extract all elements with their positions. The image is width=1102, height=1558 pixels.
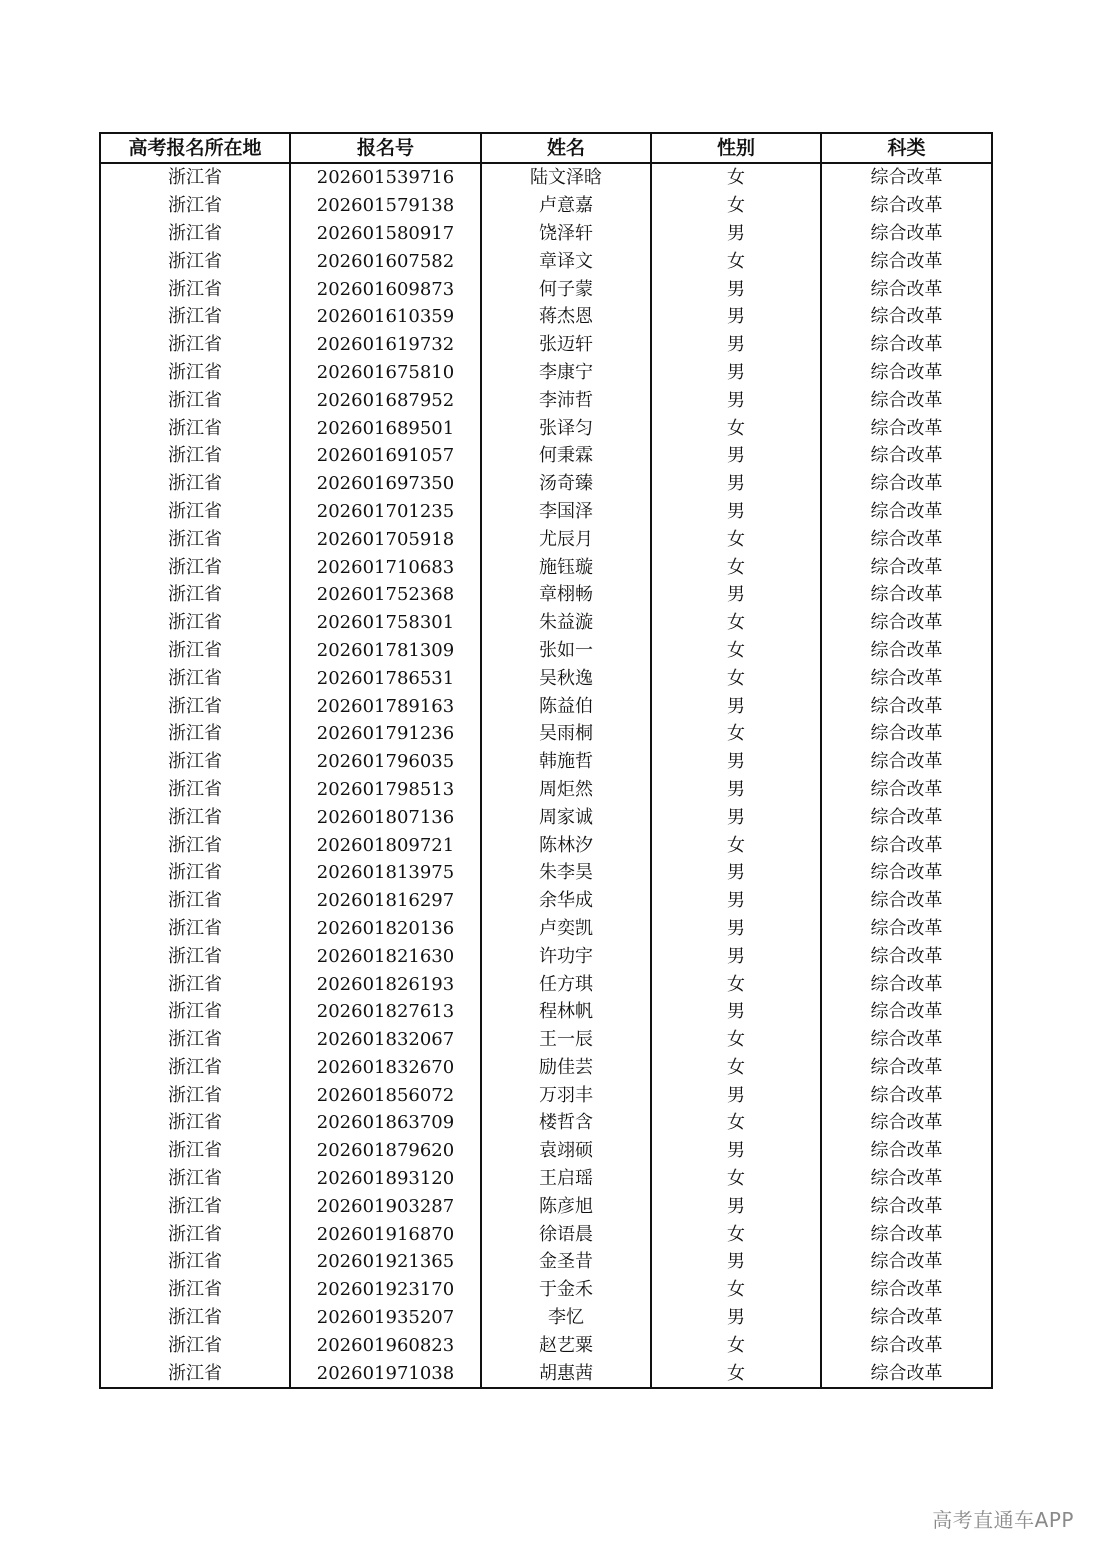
cell-registration-number: 202601893120 [290, 1165, 481, 1193]
cell-gender: 女 [651, 970, 821, 998]
table-row [100, 414, 992, 442]
cell-registration-number: 202601807136 [290, 803, 481, 831]
cell-category: 综合改革 [821, 1165, 992, 1193]
cell-region: 浙江省 [100, 776, 290, 804]
table-row [100, 525, 992, 553]
cell-registration-number: 202601903287 [290, 1192, 481, 1220]
cell-gender: 女 [651, 637, 821, 665]
cell-gender: 男 [651, 1137, 821, 1165]
cell-region: 浙江省 [100, 303, 290, 331]
table-row [100, 247, 992, 275]
table-row [100, 1109, 992, 1137]
cell-category: 综合改革 [821, 442, 992, 470]
cell-name: 金圣昔 [481, 1248, 651, 1276]
header-gender: 性别 [651, 133, 821, 163]
cell-registration-number: 202601813975 [290, 859, 481, 887]
table-row [100, 581, 992, 609]
cell-name: 李沛哲 [481, 386, 651, 414]
cell-name: 饶泽轩 [481, 220, 651, 248]
cell-gender: 男 [651, 359, 821, 387]
header-registration-number: 报名号 [290, 133, 481, 163]
cell-category: 综合改革 [821, 609, 992, 637]
cell-name: 陆文泽晗 [481, 163, 651, 192]
cell-name: 卢奕凯 [481, 915, 651, 943]
cell-region: 浙江省 [100, 581, 290, 609]
cell-region: 浙江省 [100, 1081, 290, 1109]
cell-region: 浙江省 [100, 748, 290, 776]
cell-name: 陈林汐 [481, 831, 651, 859]
cell-region: 浙江省 [100, 998, 290, 1026]
cell-region: 浙江省 [100, 609, 290, 637]
table-row [100, 1137, 992, 1165]
cell-registration-number: 202601705918 [290, 525, 481, 553]
table-row [100, 1248, 992, 1276]
cell-registration-number: 202601791236 [290, 720, 481, 748]
cell-name: 张迈轩 [481, 331, 651, 359]
cell-category: 综合改革 [821, 1054, 992, 1082]
cell-gender: 女 [651, 1331, 821, 1359]
cell-gender: 男 [651, 1192, 821, 1220]
cell-region: 浙江省 [100, 664, 290, 692]
cell-region: 浙江省 [100, 359, 290, 387]
cell-region: 浙江省 [100, 386, 290, 414]
cell-name: 任方琪 [481, 970, 651, 998]
cell-name: 施钰璇 [481, 553, 651, 581]
cell-name: 吴秋逸 [481, 664, 651, 692]
cell-gender: 女 [651, 1109, 821, 1137]
cell-name: 何子蒙 [481, 275, 651, 303]
cell-registration-number: 202601916870 [290, 1220, 481, 1248]
cell-name: 徐语晨 [481, 1220, 651, 1248]
table-row [100, 748, 992, 776]
cell-name: 李忆 [481, 1304, 651, 1332]
cell-category: 综合改革 [821, 803, 992, 831]
cell-category: 综合改革 [821, 720, 992, 748]
cell-gender: 女 [651, 192, 821, 220]
cell-gender: 男 [651, 776, 821, 804]
cell-region: 浙江省 [100, 692, 290, 720]
cell-registration-number: 202601697350 [290, 470, 481, 498]
cell-registration-number: 202601580917 [290, 220, 481, 248]
cell-gender: 女 [651, 831, 821, 859]
cell-name: 章译文 [481, 247, 651, 275]
cell-gender: 男 [651, 442, 821, 470]
cell-gender: 男 [651, 581, 821, 609]
cell-registration-number: 202601827613 [290, 998, 481, 1026]
cell-region: 浙江省 [100, 915, 290, 943]
cell-region: 浙江省 [100, 1137, 290, 1165]
cell-category: 综合改革 [821, 831, 992, 859]
table-row [100, 1192, 992, 1220]
cell-category: 综合改革 [821, 915, 992, 943]
table-row [100, 1220, 992, 1248]
table-row [100, 664, 992, 692]
table-row [100, 1054, 992, 1082]
cell-gender: 男 [651, 803, 821, 831]
cell-name: 张如一 [481, 637, 651, 665]
cell-gender: 男 [651, 692, 821, 720]
cell-registration-number: 202601579138 [290, 192, 481, 220]
table-row [100, 942, 992, 970]
header-name: 姓名 [481, 133, 651, 163]
cell-gender: 女 [651, 553, 821, 581]
cell-name: 赵艺粟 [481, 1331, 651, 1359]
cell-name: 章栩畅 [481, 581, 651, 609]
cell-name: 胡惠茜 [481, 1359, 651, 1388]
cell-region: 浙江省 [100, 525, 290, 553]
cell-gender: 男 [651, 748, 821, 776]
table-row [100, 803, 992, 831]
cell-gender: 女 [651, 609, 821, 637]
table-row [100, 303, 992, 331]
cell-category: 综合改革 [821, 887, 992, 915]
cell-category: 综合改革 [821, 525, 992, 553]
table-row [100, 1331, 992, 1359]
cell-category: 综合改革 [821, 247, 992, 275]
cell-name: 何秉霖 [481, 442, 651, 470]
cell-category: 综合改革 [821, 1359, 992, 1388]
cell-category: 综合改革 [821, 414, 992, 442]
cell-category: 综合改革 [821, 359, 992, 387]
cell-registration-number: 202601781309 [290, 637, 481, 665]
cell-registration-number: 202601809721 [290, 831, 481, 859]
cell-name: 尤辰月 [481, 525, 651, 553]
cell-gender: 男 [651, 386, 821, 414]
cell-category: 综合改革 [821, 1304, 992, 1332]
table-row [100, 192, 992, 220]
cell-region: 浙江省 [100, 192, 290, 220]
cell-name: 李康宁 [481, 359, 651, 387]
cell-gender: 男 [651, 1081, 821, 1109]
cell-name: 王一辰 [481, 1026, 651, 1054]
cell-category: 综合改革 [821, 163, 992, 192]
cell-name: 汤奇臻 [481, 470, 651, 498]
cell-region: 浙江省 [100, 1054, 290, 1082]
cell-gender: 女 [651, 1026, 821, 1054]
cell-category: 综合改革 [821, 970, 992, 998]
cell-name: 周家诚 [481, 803, 651, 831]
cell-registration-number: 202601609873 [290, 275, 481, 303]
cell-region: 浙江省 [100, 803, 290, 831]
table-row [100, 831, 992, 859]
cell-gender: 男 [651, 220, 821, 248]
cell-name: 陈益伯 [481, 692, 651, 720]
cell-region: 浙江省 [100, 331, 290, 359]
header-category: 科类 [821, 133, 992, 163]
cell-category: 综合改革 [821, 859, 992, 887]
table-row [100, 220, 992, 248]
cell-region: 浙江省 [100, 942, 290, 970]
cell-name: 于金禾 [481, 1276, 651, 1304]
cell-category: 综合改革 [821, 1331, 992, 1359]
cell-gender: 女 [651, 525, 821, 553]
cell-name: 朱李昊 [481, 859, 651, 887]
cell-category: 综合改革 [821, 1137, 992, 1165]
cell-category: 综合改革 [821, 1192, 992, 1220]
cell-gender: 男 [651, 859, 821, 887]
cell-registration-number: 202601820136 [290, 915, 481, 943]
cell-name: 袁翊硕 [481, 1137, 651, 1165]
table-row [100, 720, 992, 748]
cell-category: 综合改革 [821, 664, 992, 692]
table-row [100, 553, 992, 581]
cell-name: 许功宇 [481, 942, 651, 970]
cell-category: 综合改革 [821, 553, 992, 581]
table-row [100, 637, 992, 665]
cell-name: 蒋杰恩 [481, 303, 651, 331]
cell-region: 浙江省 [100, 498, 290, 526]
cell-gender: 女 [651, 1165, 821, 1193]
cell-registration-number: 202601826193 [290, 970, 481, 998]
cell-registration-number: 202601789163 [290, 692, 481, 720]
cell-registration-number: 202601832670 [290, 1054, 481, 1082]
cell-registration-number: 202601821630 [290, 942, 481, 970]
cell-gender: 女 [651, 163, 821, 192]
cell-gender: 女 [651, 664, 821, 692]
cell-name: 李国泽 [481, 498, 651, 526]
cell-registration-number: 202601786531 [290, 664, 481, 692]
cell-category: 综合改革 [821, 776, 992, 804]
cell-region: 浙江省 [100, 1304, 290, 1332]
cell-category: 综合改革 [821, 275, 992, 303]
cell-name: 楼哲含 [481, 1109, 651, 1137]
cell-registration-number: 202601710683 [290, 553, 481, 581]
cell-gender: 男 [651, 470, 821, 498]
cell-region: 浙江省 [100, 1192, 290, 1220]
table-row [100, 1081, 992, 1109]
table-row [100, 1304, 992, 1332]
cell-category: 综合改革 [821, 303, 992, 331]
table-row [100, 163, 992, 192]
cell-registration-number: 202601832067 [290, 1026, 481, 1054]
cell-registration-number: 202601752368 [290, 581, 481, 609]
cell-gender: 男 [651, 1304, 821, 1332]
cell-name: 韩施哲 [481, 748, 651, 776]
cell-region: 浙江省 [100, 220, 290, 248]
table-body [100, 163, 992, 1388]
cell-region: 浙江省 [100, 1331, 290, 1359]
table-row [100, 442, 992, 470]
cell-registration-number: 202601539716 [290, 163, 481, 192]
cell-category: 综合改革 [821, 498, 992, 526]
cell-region: 浙江省 [100, 887, 290, 915]
cell-region: 浙江省 [100, 720, 290, 748]
cell-name: 余华成 [481, 887, 651, 915]
cell-registration-number: 202601971038 [290, 1359, 481, 1388]
cell-gender: 男 [651, 942, 821, 970]
cell-gender: 男 [651, 498, 821, 526]
cell-region: 浙江省 [100, 859, 290, 887]
cell-gender: 女 [651, 720, 821, 748]
cell-category: 综合改革 [821, 998, 992, 1026]
cell-registration-number: 202601619732 [290, 331, 481, 359]
cell-category: 综合改革 [821, 192, 992, 220]
cell-region: 浙江省 [100, 1276, 290, 1304]
table-row [100, 859, 992, 887]
cell-gender: 男 [651, 887, 821, 915]
cell-region: 浙江省 [100, 470, 290, 498]
cell-gender: 女 [651, 1220, 821, 1248]
cell-category: 综合改革 [821, 1248, 992, 1276]
cell-registration-number: 202601816297 [290, 887, 481, 915]
cell-region: 浙江省 [100, 831, 290, 859]
cell-name: 张译匀 [481, 414, 651, 442]
cell-category: 综合改革 [821, 470, 992, 498]
cell-category: 综合改革 [821, 581, 992, 609]
cell-gender: 男 [651, 915, 821, 943]
table-row [100, 609, 992, 637]
cell-registration-number: 202601607582 [290, 247, 481, 275]
cell-name: 万羽丰 [481, 1081, 651, 1109]
cell-name: 卢意嘉 [481, 192, 651, 220]
table-row [100, 470, 992, 498]
cell-name: 吴雨桐 [481, 720, 651, 748]
cell-category: 综合改革 [821, 1026, 992, 1054]
table-row [100, 1026, 992, 1054]
table-row [100, 331, 992, 359]
cell-category: 综合改革 [821, 220, 992, 248]
cell-category: 综合改革 [821, 1109, 992, 1137]
cell-registration-number: 202601687952 [290, 386, 481, 414]
cell-region: 浙江省 [100, 247, 290, 275]
cell-category: 综合改革 [821, 386, 992, 414]
cell-region: 浙江省 [100, 275, 290, 303]
cell-category: 综合改革 [821, 942, 992, 970]
cell-registration-number: 202601798513 [290, 776, 481, 804]
cell-name: 朱益漩 [481, 609, 651, 637]
table-row [100, 386, 992, 414]
table-row [100, 359, 992, 387]
cell-registration-number: 202601879620 [290, 1137, 481, 1165]
table-row [100, 915, 992, 943]
admission-roster-table [99, 132, 993, 1389]
table-row [100, 776, 992, 804]
cell-name: 励佳芸 [481, 1054, 651, 1082]
table-row [100, 1359, 992, 1388]
cell-registration-number: 202601758301 [290, 609, 481, 637]
cell-region: 浙江省 [100, 1109, 290, 1137]
watermark-text: 高考直通车APP [932, 1508, 1074, 1532]
cell-category: 综合改革 [821, 748, 992, 776]
cell-category: 综合改革 [821, 692, 992, 720]
cell-registration-number: 202601701235 [290, 498, 481, 526]
cell-name: 陈彦旭 [481, 1192, 651, 1220]
cell-name: 程林帆 [481, 998, 651, 1026]
cell-category: 综合改革 [821, 331, 992, 359]
cell-registration-number: 202601691057 [290, 442, 481, 470]
cell-registration-number: 202601796035 [290, 748, 481, 776]
table-row [100, 887, 992, 915]
table-row [100, 498, 992, 526]
cell-name: 王启瑶 [481, 1165, 651, 1193]
cell-gender: 男 [651, 303, 821, 331]
cell-region: 浙江省 [100, 553, 290, 581]
cell-category: 综合改革 [821, 1220, 992, 1248]
header-region: 高考报名所在地 [100, 133, 290, 163]
table-header-row [100, 133, 992, 163]
table-row [100, 998, 992, 1026]
cell-name: 周炬然 [481, 776, 651, 804]
cell-category: 综合改革 [821, 637, 992, 665]
cell-category: 综合改革 [821, 1081, 992, 1109]
cell-gender: 女 [651, 1276, 821, 1304]
cell-region: 浙江省 [100, 163, 290, 192]
cell-region: 浙江省 [100, 1220, 290, 1248]
cell-registration-number: 202601921365 [290, 1248, 481, 1276]
cell-registration-number: 202601689501 [290, 414, 481, 442]
cell-gender: 男 [651, 1248, 821, 1276]
cell-region: 浙江省 [100, 414, 290, 442]
table-row [100, 275, 992, 303]
cell-gender: 男 [651, 998, 821, 1026]
table-row [100, 1165, 992, 1193]
cell-region: 浙江省 [100, 442, 290, 470]
cell-registration-number: 202601856072 [290, 1081, 481, 1109]
cell-region: 浙江省 [100, 1165, 290, 1193]
cell-registration-number: 202601923170 [290, 1276, 481, 1304]
cell-gender: 男 [651, 275, 821, 303]
cell-gender: 男 [651, 331, 821, 359]
table-row [100, 970, 992, 998]
cell-registration-number: 202601610359 [290, 303, 481, 331]
cell-registration-number: 202601675810 [290, 359, 481, 387]
cell-region: 浙江省 [100, 1026, 290, 1054]
cell-gender: 女 [651, 1054, 821, 1082]
cell-registration-number: 202601960823 [290, 1331, 481, 1359]
cell-category: 综合改革 [821, 1276, 992, 1304]
table-row [100, 1276, 992, 1304]
cell-region: 浙江省 [100, 1248, 290, 1276]
cell-gender: 女 [651, 247, 821, 275]
cell-region: 浙江省 [100, 1359, 290, 1388]
cell-registration-number: 202601863709 [290, 1109, 481, 1137]
cell-region: 浙江省 [100, 970, 290, 998]
cell-region: 浙江省 [100, 637, 290, 665]
cell-registration-number: 202601935207 [290, 1304, 481, 1332]
cell-gender: 女 [651, 414, 821, 442]
cell-gender: 女 [651, 1359, 821, 1388]
table-row [100, 692, 992, 720]
